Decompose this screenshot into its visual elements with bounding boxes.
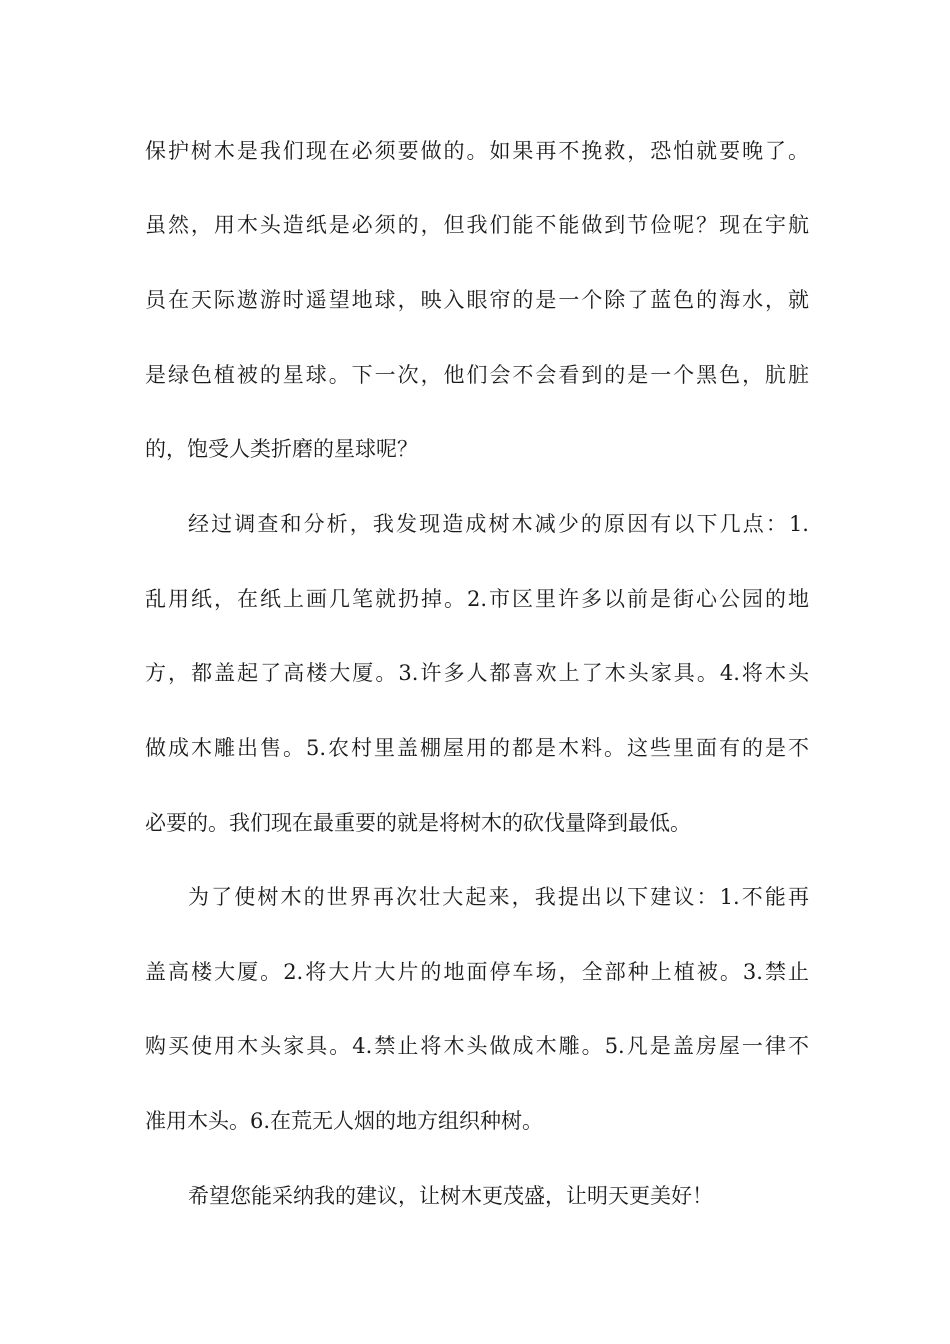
paragraph-3-line-4: 准用木头。6.在荒无人烟的地方组织种树。 [145, 1109, 544, 1133]
paragraph-1-line-2: 虽然，用木头造纸是必须的，但我们能不能做到节俭呢？现在宇航 [145, 213, 809, 237]
paragraph-1-line-3: 员在天际遨游时遥望地球，映入眼帘的是一个除了蓝色的海水，就 [145, 288, 809, 312]
paragraph-1-line-1: 保护树木是我们现在必须要做的。如果再不挽救，恐怕就要晚了。 [145, 139, 809, 163]
paragraph-3-line-1: 为了使树木的世界再次壮大起来，我提出以下建议：1.不能再 [188, 885, 809, 909]
paragraph-2-line-1: 经过调查和分析，我发现造成树木减少的原因有以下几点：1. [188, 512, 809, 536]
paragraph-2-line-5: 必要的。我们现在最重要的就是将树木的砍伐量降到最低。 [145, 811, 691, 835]
paragraph-1-line-5: 的，饱受人类折磨的星球呢？ [145, 437, 418, 461]
paragraph-2-line-2: 乱用纸，在纸上画几笔就扔掉。2.市区里许多以前是街心公园的地 [145, 587, 809, 611]
paragraph-1-line-4: 是绿色植被的星球。下一次，他们会不会看到的是一个黑色，肮脏 [145, 363, 809, 387]
paragraph-2-line-4: 做成木雕出售。5.农村里盖棚屋用的都是木料。这些里面有的是不 [145, 736, 809, 760]
paragraph-3-line-3: 购买使用木头家具。4.禁止将木头做成木雕。5.凡是盖房屋一律不 [145, 1034, 809, 1058]
paragraph-2-line-3: 方，都盖起了高楼大厦。3.许多人都喜欢上了木头家具。4.将木头 [145, 661, 809, 685]
paragraph-4-line-1: 希望您能采纳我的建议，让树木更茂盛，让明天更美好！ [188, 1184, 713, 1208]
paragraph-3-line-2: 盖高楼大厦。2.将大片大片的地面停车场，全部种上植被。3.禁止 [145, 960, 809, 984]
